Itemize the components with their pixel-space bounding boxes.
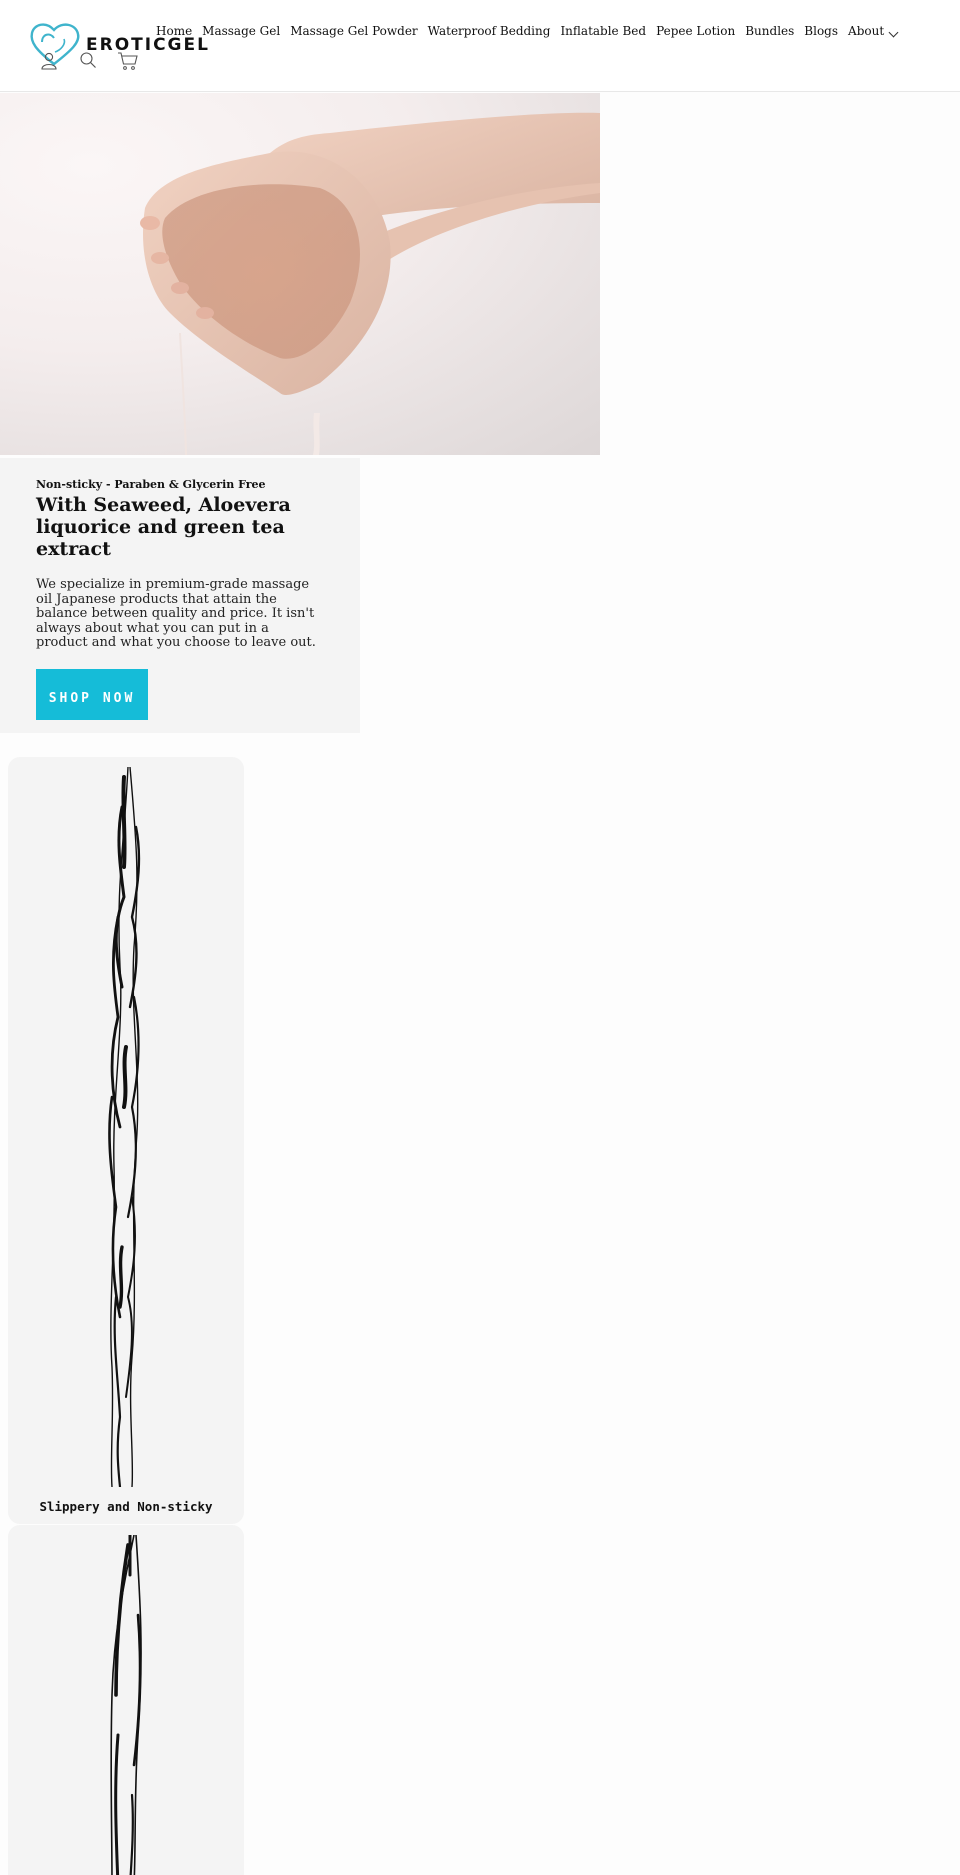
logo-text: EROTICGEL bbox=[86, 35, 210, 55]
feature-caption: Slippery and Non-sticky bbox=[39, 1499, 213, 1514]
feature-card bbox=[8, 757, 244, 1524]
shop-now-button[interactable]: SHOP NOW bbox=[36, 669, 148, 720]
cart-icon[interactable] bbox=[117, 51, 139, 75]
nav-pepee-lotion[interactable]: Pepee Lotion bbox=[656, 24, 736, 38]
promo-body: We specialize in premium-grade massage oil Japanese products that attain the balance between quality and price. It isn't always about what you can put in a product and what you choose to leave out. bbox=[36, 577, 316, 650]
gel-drip-image bbox=[8, 767, 244, 1487]
nav-about-label: About bbox=[848, 24, 885, 38]
nav-blogs[interactable]: Blogs bbox=[804, 24, 839, 38]
promo-block bbox=[0, 458, 360, 733]
gel-drip-image bbox=[8, 1535, 244, 1875]
main-nav bbox=[156, 24, 897, 38]
nav-inflatable-bed[interactable]: Inflatable Bed bbox=[560, 24, 647, 38]
nav-massage-gel-powder[interactable]: Massage Gel Powder bbox=[290, 24, 418, 38]
search-icon[interactable] bbox=[79, 51, 97, 73]
nav-home[interactable]: Home bbox=[156, 24, 193, 38]
nav-massage-gel[interactable]: Massage Gel bbox=[202, 24, 281, 38]
promo-eyebrow: Non-sticky - Paraben & Glycerin Free bbox=[36, 478, 266, 491]
hero-image bbox=[0, 93, 600, 455]
nav-waterproof-bedding[interactable]: Waterproof Bedding bbox=[427, 24, 551, 38]
user-icon[interactable] bbox=[40, 52, 58, 74]
feature-card bbox=[8, 1525, 244, 1875]
chevron-down-icon bbox=[889, 28, 899, 38]
nav-bundles[interactable]: Bundles bbox=[745, 24, 795, 38]
site-header bbox=[0, 0, 960, 92]
nav-about[interactable] bbox=[848, 24, 897, 38]
promo-title: With Seaweed, Aloevera liquorice and green tea extract bbox=[36, 494, 291, 560]
